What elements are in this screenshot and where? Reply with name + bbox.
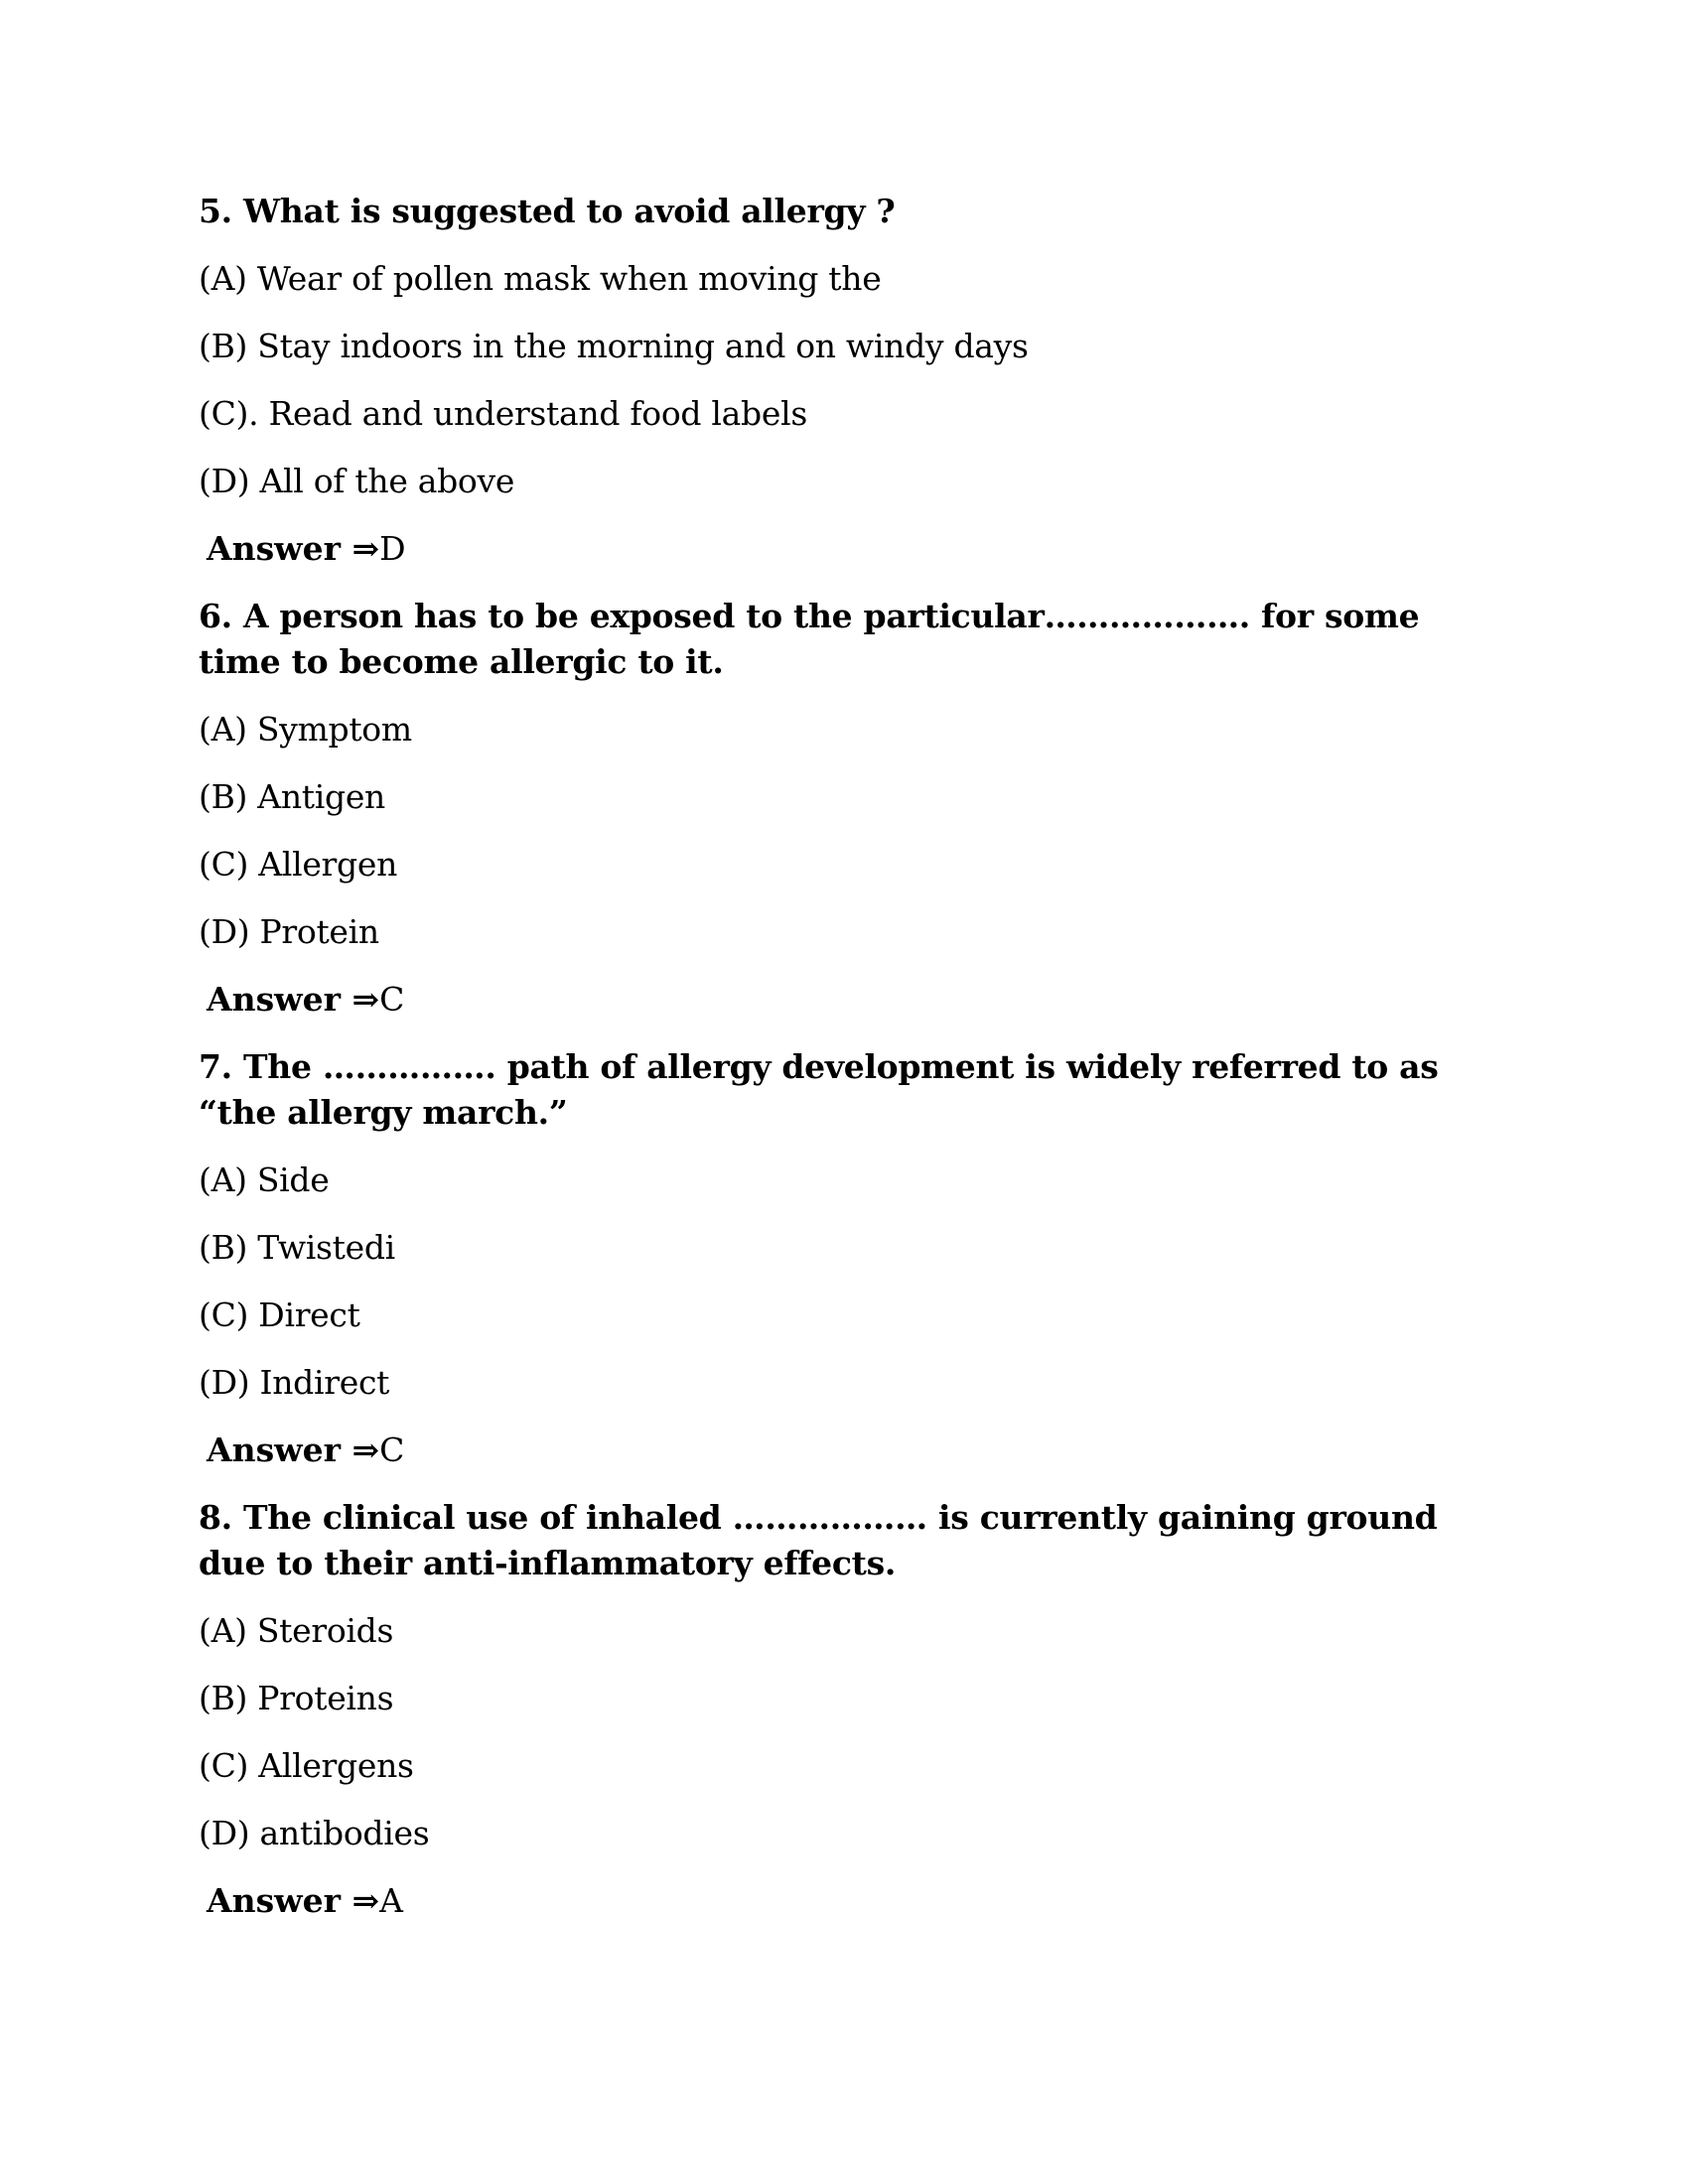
question-block-6 [199, 594, 1489, 1023]
option-b: (B) Twistedi [199, 1228, 395, 1267]
question-text: 5. What is suggested to avoid allergy ? [199, 192, 896, 230]
question-text: 6. A person has to be exposed to the particular………………. for some time to become allergic to it. [199, 597, 1420, 681]
option-d: (D) Protein [199, 912, 379, 951]
answer-line [207, 977, 1489, 1023]
answer-line [207, 1428, 1489, 1473]
option-d: (D) Indirect [199, 1363, 390, 1402]
option-a: (A) Side [199, 1160, 330, 1199]
question-text: 7. The ……………. path of allergy development is widely referred to as “the allergy march.” [199, 1047, 1439, 1132]
answer-label: Answer ⇒ [207, 980, 380, 1019]
answer-value: C [379, 980, 405, 1019]
answer-label: Answer ⇒ [207, 1881, 380, 1920]
option-a: (A) Steroids [199, 1611, 394, 1650]
answer-label: Answer ⇒ [207, 529, 380, 568]
option-c: (C) Direct [199, 1296, 360, 1334]
option-c: (C) Allergens [199, 1746, 414, 1785]
option-c: (C) Allergen [199, 845, 398, 884]
answer-line [207, 526, 1489, 572]
answer-line [207, 1878, 1489, 1924]
answer-label: Answer ⇒ [207, 1431, 380, 1469]
answer-value: C [379, 1431, 405, 1469]
option-d: (D) All of the above [199, 462, 515, 500]
option-d: (D) antibodies [199, 1814, 430, 1852]
option-b: (B) Proteins [199, 1679, 394, 1717]
question-block-7 [199, 1044, 1489, 1473]
option-c: (C). Read and understand food labels [199, 394, 807, 433]
option-b: (B) Antigen [199, 777, 385, 816]
document-page [199, 189, 1489, 1946]
question-text: 8. The clinical use of inhaled ……………… is currently gaining ground due to their anti-inflammatory effects. [199, 1498, 1438, 1582]
option-a: (A) Symptom [199, 710, 412, 749]
option-b: (B) Stay indoors in the morning and on windy days [199, 327, 1029, 365]
question-block-5 [199, 189, 1489, 572]
answer-value: D [379, 529, 406, 568]
question-block-8 [199, 1495, 1489, 1924]
option-a: (A) Wear of pollen mask when moving the [199, 259, 882, 298]
answer-value: A [379, 1881, 403, 1920]
